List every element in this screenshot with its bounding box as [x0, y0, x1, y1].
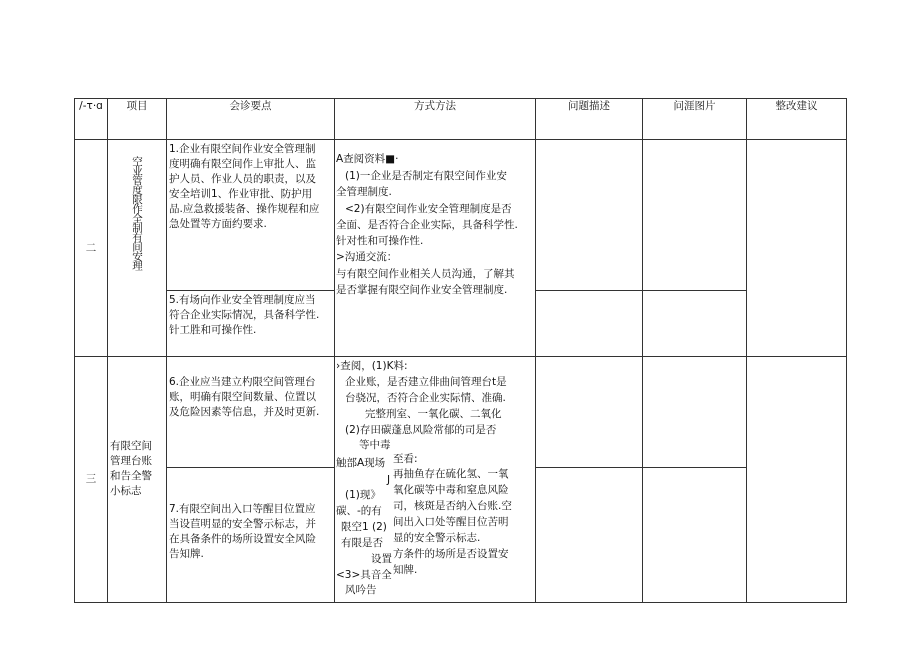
section2-photo-cell-2[interactable] [643, 290, 747, 356]
consultation-table [74, 98, 847, 603]
section2-item-cell [108, 140, 167, 357]
section3-photo-cell-1[interactable] [643, 357, 747, 468]
section3-photo-cell-2[interactable] [643, 468, 747, 603]
header-problem-description: 问题描述 [536, 99, 643, 140]
section3-problem-cell-2[interactable] [536, 468, 643, 603]
section3-method: ›查阅，(1)K料: 企业账，是否建立俳曲间管理台t是 台骁况，否符合企业实际情、准确. 完整刑室、一氧化碳、二氧化 (2)存田碳蓬息风险常郁的司是否 等中毒 触部A现场 至看: J 再抽鱼存在硫化氢、一氧 (1)现》 氧化碳等中毒和窒息风险 碳、-的有 司，核斑是否纳入台账.空 限空1 (2) 间出入口处等醒目位苦明 有限是否 显的安全警示标志. 设置 方条件的场所是否设置安 <3>具音全 知牌. 风吟告 [335, 357, 536, 603]
section2-photo-cell-1[interactable] [643, 140, 747, 291]
section2-number: 二 [75, 140, 108, 357]
header-row [75, 99, 847, 140]
section3-point6: 6.企业应当建立杓限空间管理台 账，明确有限空间数量、位置以 及危险因素等信息，并及时更新. [167, 357, 335, 468]
section3-item: 有限空间 管理台账 和告全警 小标志 [108, 357, 167, 603]
header-method: 方式方法 [335, 99, 536, 140]
header-key-points: 会诊要点 [167, 99, 335, 140]
section2-point5: 5.有场向作业安全管理制度应当 符合企业实际情况，具备科学性. 针工胜和可操作性. [167, 290, 335, 356]
section3-number: 三 [75, 357, 108, 603]
table-row [75, 140, 847, 291]
header-problem-photo: 问涯图片 [643, 99, 747, 140]
table-row [75, 357, 847, 468]
header-item: 项目 [108, 99, 167, 140]
header-rectification: 整改建议 [747, 99, 847, 140]
section2-item: 空业管度限作全制有间安理 [131, 156, 143, 270]
section3-rectification-cell[interactable] [747, 357, 847, 603]
section2-rectification-cell[interactable] [747, 140, 847, 357]
section2-point1: 1.企业有限空间作业安全管理制 度明确有限空间作上审批人、监 护人员、作业人员的职责，以及 安全培训1、作业审批、防护用 品.应急救援装备、操作规程和应 急处置等方面约要求. [167, 140, 335, 291]
section2-problem-cell-2[interactable] [536, 290, 643, 356]
section2-problem-cell-1[interactable] [536, 140, 643, 291]
section3-point7: 7.有限空间出入口等醒目位置应 当设苣明显的安全警示标志，并 在具备条件的场所设置安全风险 告知牌. [167, 468, 335, 603]
section3-problem-cell-1[interactable] [536, 357, 643, 468]
header-seq: /-τ·ɑ [75, 99, 108, 140]
section2-method: A查阅资料■· (1)一企业是否制定有限空间作业安 全管理制度. <2)有限空间作业安全管理制度是否 全面、是否符合企业实际，具备科学性. 针对性和可操作性. >沟通交流： 与有限空间作业相关人员沟通，了解其 是否掌握有限空间作业安全管理制度. [335, 140, 536, 357]
